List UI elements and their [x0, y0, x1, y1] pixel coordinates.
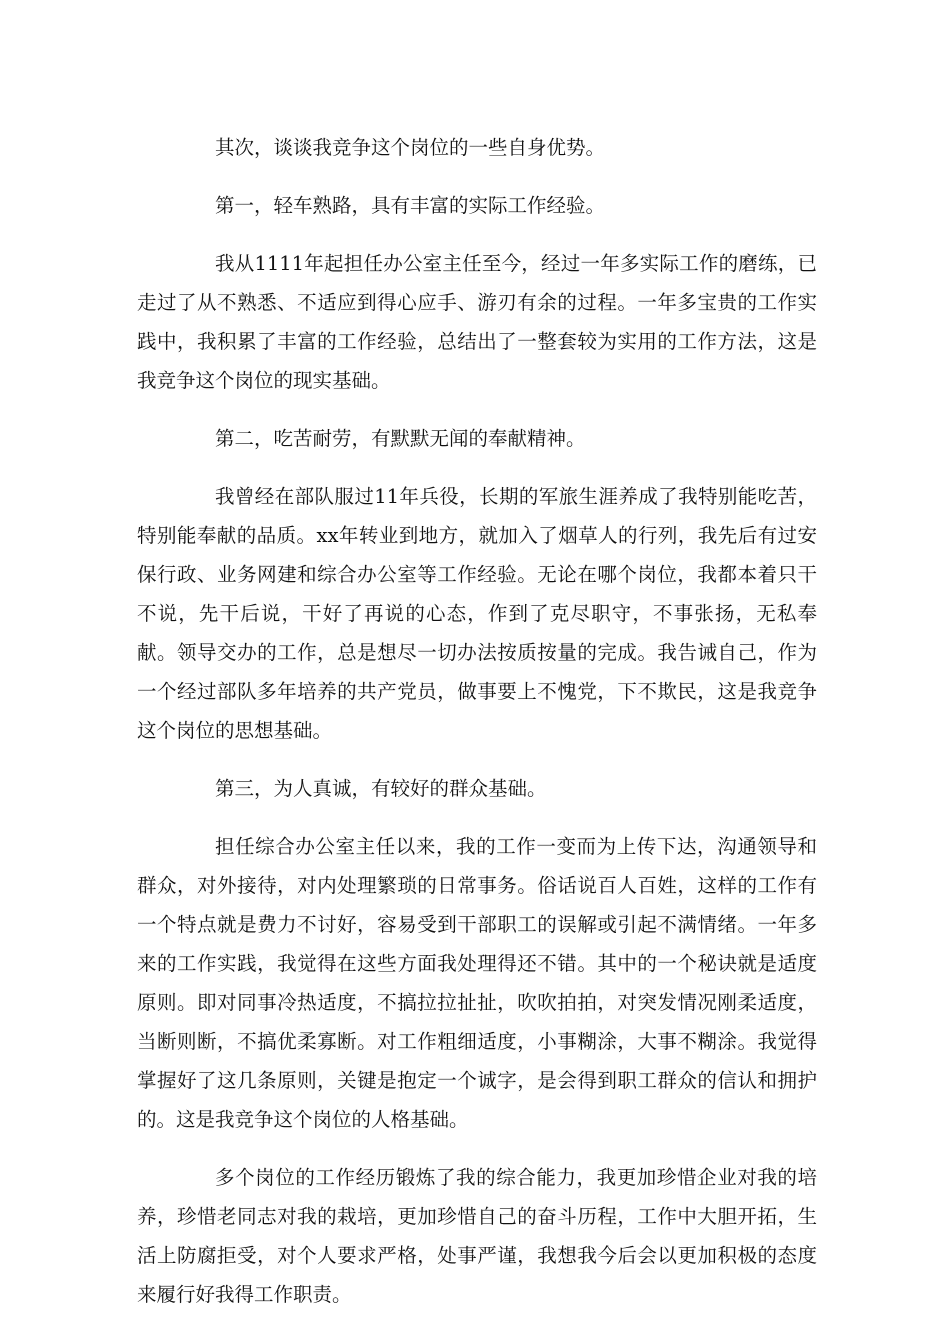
paragraph-point-two-body: 我曾经在部队服过11年兵役，长期的军旅生涯养成了我特别能吃苦，特别能奉献的品质。xx年转业到地方，就加入了烟草人的行列，我先后有过安保行政、业务网建和综合办公室等工作经验。无论在哪个岗位，我都本着只干不说，先干后说，干好了再说的心态，作到了克尽职守，不事张扬，无私奉献。领导交办的工作，总是想尽一切办法按质按量的完成。我告诫自己，作为一个经过部队多年培养的共产党员，做事要上不愧党，下不欺民，这是我竞争这个岗位的思想基础。 — [137, 485, 817, 742]
paragraph-point-two-heading: 第二，吃苦耐劳，有默默无闻的奉献精神。 — [215, 427, 586, 450]
paragraph-intro: 其次，谈谈我竞争这个岗位的一些自身优势。 — [215, 136, 606, 159]
paragraph-point-three-body: 担任综合办公室主任以来，我的工作一变而为上传下达，沟通领导和群众，对外接待，对内处理繁琐的日常事务。俗话说百人百姓，这样的工作有一个特点就是费力不讨好，容易受到干部职工的误解或引起不满情绪。一年多来的工作实践，我觉得在这些方面我处理得还不错。其中的一个秘诀就是适度原则。即对同事冷热适度，不搞拉拉扯扯，吹吹拍拍，对突发情况刚柔适度，当断则断，不搞优柔寡断。对工作粗细适度，小事糊涂，大事不糊涂。我觉得掌握好了这几条原则，关键是抱定一个诚字，是会得到职工群众的信认和拥护的。这是我竞争这个岗位的人格基础。 — [137, 835, 817, 1131]
paragraph-conclusion: 多个岗位的工作经历锻炼了我的综合能力，我更加珍惜企业对我的培养，珍惜老同志对我的栽培，更加珍惜自己的奋斗历程，工作中大胆开拓，生活上防腐拒受，对个人要求严格，处事严谨，我想我今后会以更加积极的态度来履行好我得工作职责。 — [137, 1166, 817, 1306]
paragraph-point-one-body: 我从1111年起担任办公室主任至今，经过一年多实际工作的磨练，已走过了从不熟悉、不适应到得心应手、游刃有余的过程。一年多宝贵的工作实践中，我积累了丰富的工作经验，总结出了一整套较为实用的工作方法，这是我竞争这个岗位的现实基础。 — [137, 252, 817, 392]
paragraph-point-three-heading: 第三，为人真诚，有较好的群众基础。 — [215, 777, 547, 800]
document-page — [137, 128, 817, 1314]
paragraph-point-one-heading: 第一，轻车熟路，具有丰富的实际工作经验。 — [215, 194, 606, 217]
